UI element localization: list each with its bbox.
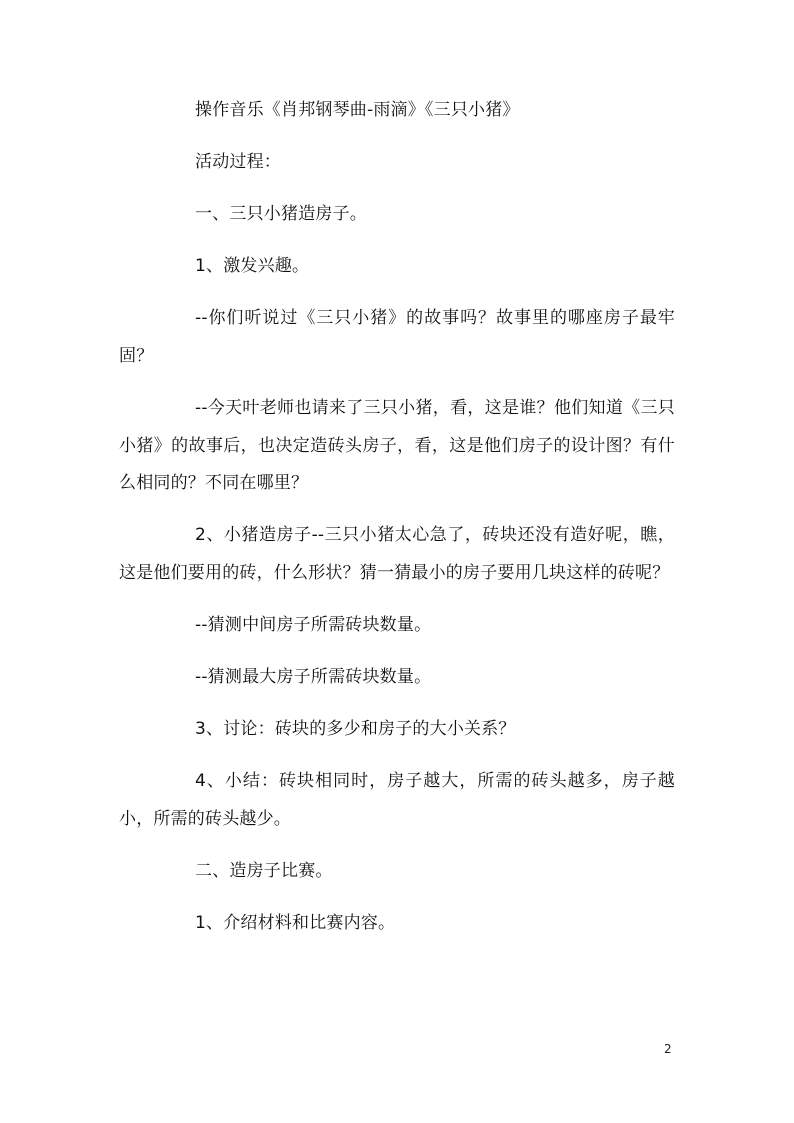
paragraph-teacher-pigs: --今天叶老师也请来了三只小猪，看，这是谁？他们知道《三只小猪》的故事后，也决定造砖头房子，看，这是他们房子的设计图？有什么相同的？不同在哪里？ <box>119 398 675 494</box>
step-1-materials: 1、介绍材料和比赛内容。 <box>195 913 396 934</box>
step-1-interest: 1、激发兴趣。 <box>195 256 310 277</box>
paragraph-guess-middle: --猜测中间房子所需砖块数量。 <box>195 615 432 636</box>
step-2-build-house: 2、小猪造房子--三只小猪太心急了，砖块还没有造好呢，瞧，这是他们要用的砖，什么形状？猜一猜最小的房子要用几块这样的砖呢？ <box>119 525 675 583</box>
paragraph-guess-largest: --猜测最大房子所需砖块数量。 <box>195 667 432 688</box>
document-body <box>119 92 675 957</box>
step-3-discussion: 3、讨论：砖块的多少和房子的大小关系？ <box>195 719 516 740</box>
step-4-summary: 4、小结：砖块相同时，房子越大，所需的砖头越多，房子越小，所需的砖头越少。 <box>119 771 675 829</box>
section-heading-2: 二、造房子比赛。 <box>195 861 333 881</box>
paragraph-music: 操作音乐《肖邦钢琴曲-雨滴》《三只小猪》 <box>195 100 520 120</box>
paragraph-question-story: --你们听说过《三只小猪》的故事吗？故事里的哪座房子最牢固？ <box>119 308 675 366</box>
paragraph-activity-process: 活动过程： <box>195 152 281 173</box>
page-number: 2 <box>664 1042 672 1056</box>
section-heading-1: 一、三只小猪造房子。 <box>195 204 367 225</box>
